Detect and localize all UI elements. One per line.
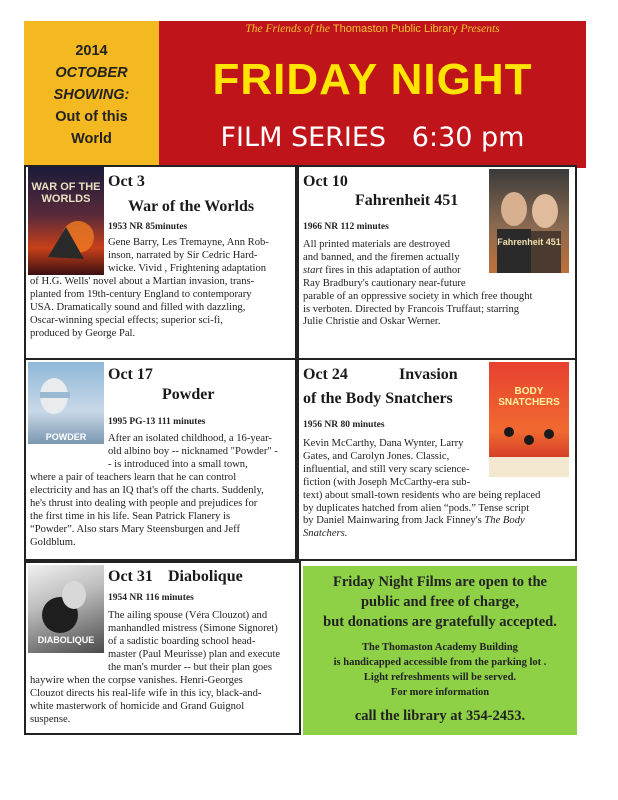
film-description-top: The ailing spouse (Véra Clouzot) and manhandled mistress (Simone Signoret) of a sadistic boarding school head- master (Paul Meurisse) plan and execute the man's murder -- but their plan goes	[108, 610, 281, 673]
film-card-diabolique	[24, 561, 301, 735]
film-description-bottom: where a pair of teachers learn that he can control electricity and has an IQ that's off the charts. Suddenly, he's thrust into dealing with people and prejudices for the first time in his life. Sean Patrick Flanery is “Powder”. Also stars Mary Steensburgen and Jeff Goldblum.	[30, 472, 264, 548]
film-description-bottom: haywire when the corpse vanishes. Henri-Georges Clouzot directs his real-life wife in this icy, black-and- white masterwork of homicide and Grand Guignol suspense.	[30, 675, 262, 725]
presents-line	[159, 23, 586, 35]
presents-pre: The Friends of the	[245, 23, 330, 35]
presents-post: Presents	[460, 23, 500, 35]
info-line-3: but donations are gratefully accepted.	[323, 614, 557, 630]
film-title: War of the Worlds	[128, 198, 255, 215]
film-description: Kevin McCarthy, Dana Wynter, Larry Gates, and Carolyn Jones. Classic, influential, and still very scary science- fiction (with Joseph McCarthy-era sub- text) about small-town residents who are being replaced by duplicates hatched from alien “pods.” Tense script by Daniel Mainwaring from Jack Finney's The Body Snatchers.	[303, 438, 541, 540]
film-date: Oct 3	[108, 173, 145, 190]
info-line-6: Light refreshments will be served.	[363, 672, 517, 683]
powder-poster	[28, 362, 104, 444]
info-line-1: Friday Night Films are open to the	[333, 574, 547, 590]
film-meta: 1966 NR 112 minutes	[303, 222, 389, 232]
film-meta: 1953 NR 85minutes	[108, 222, 188, 232]
poster-caption: WAR OF THE WORLDS	[31, 181, 101, 205]
poster-caption: BODY SNATCHERS	[498, 386, 560, 408]
film-meta: 1954 NR 116 minutes	[108, 593, 194, 603]
poster-caption: POWDER	[45, 432, 87, 442]
film-card-body-snatchers	[297, 358, 577, 561]
info-phone-line: call the library at 354-2453.	[354, 708, 526, 724]
film-description: All printed materials are destroyed and banned, and the firemen actually start fires in this adaptation of author Ray Bradbury's cautionary near-future parable of an oppressive society in which free thought is verboten. Directed by Francois Truffaut; starring Julie Christie and Oskar Werner.	[303, 239, 533, 328]
film-meta: 1956 NR 80 minutes	[303, 420, 385, 430]
info-line-4: The Thomaston Academy Building	[362, 642, 518, 653]
month: OCTOBER	[55, 64, 128, 81]
film-meta: 1995 PG-13 111 minutes	[108, 417, 206, 427]
film-description-bottom: of H.G. Wells' novel about a Martian invasion, trans- planted from 19th-century England to contemporary USA. Dramatically sound and filled with dazzling, Oscar-winning special effects; superior sci-fi, produced by George Pal.	[30, 276, 255, 339]
presents-org: Thomaston Public Library	[332, 23, 458, 35]
film-date: Oct 10	[303, 173, 348, 190]
war-of-the-worlds-poster	[28, 167, 104, 275]
showing-info-box	[24, 21, 159, 168]
admission-info-box	[303, 566, 577, 735]
theme-line-1: Out of this	[55, 108, 128, 125]
film-description-top: After an isolated childhood, a 16-year- old albino boy -- nicknamed "Powder" - - is introduced into a small town,	[108, 433, 278, 470]
film-date: Oct 31	[108, 568, 153, 585]
film-title-part-2: of the Body Snatchers	[303, 390, 453, 407]
film-title: Powder	[162, 386, 215, 403]
info-line-2: public and free of charge,	[360, 594, 519, 610]
film-card-powder	[24, 358, 297, 561]
poster-caption: DIABOLIQUE	[37, 635, 95, 645]
info-line-7: For more information	[390, 687, 490, 698]
film-title: Diabolique	[168, 568, 243, 585]
showing-label: SHOWING:	[53, 86, 130, 103]
film-card-fahrenheit-451	[297, 165, 577, 360]
page-title: FRIDAY NIGHT	[212, 55, 533, 104]
film-description-top: Gene Barry, Les Tremayne, Ann Rob- inson, narrated by Sir Cedric Hard- wicke. Vivid , Frightening adaptation	[108, 237, 269, 274]
film-title: Fahrenheit 451	[355, 192, 459, 209]
film-date: Oct 17	[108, 366, 153, 383]
info-line-5: is handicapped accessible from the parking lot .	[333, 657, 547, 668]
diabolique-poster	[28, 565, 104, 653]
year: 2014	[75, 42, 108, 59]
film-card-war-of-the-worlds	[24, 165, 297, 360]
film-date: Oct 24	[303, 366, 348, 383]
page-subtitle: FILM SERIES 6:30 pm	[220, 122, 525, 153]
poster-caption: Fahrenheit 451	[497, 237, 561, 247]
film-title-part-1: Invasion	[399, 366, 458, 383]
theme-line-2: World	[71, 130, 112, 147]
